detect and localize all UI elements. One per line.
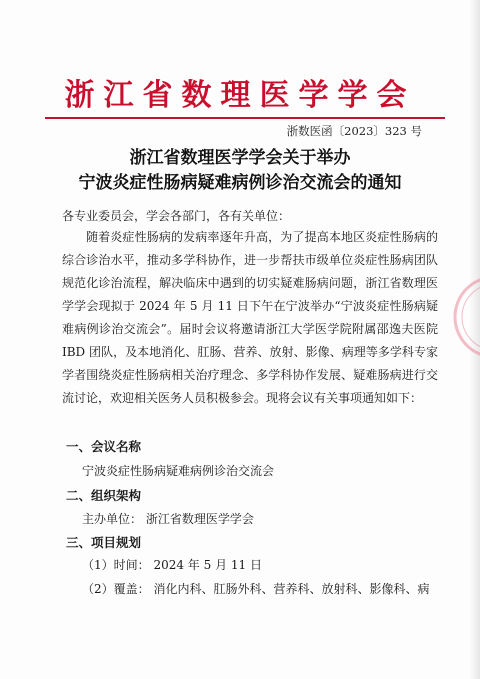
official-seal-stamp	[450, 272, 480, 362]
planning-coverage-line: （2）覆盖： 消化内科、肛肠外科、营养科、放射科、影像科、病	[82, 582, 430, 596]
letterhead-rule	[45, 117, 445, 119]
salutation: 各专业委员会，学会各部门，各有关单位：	[62, 209, 291, 223]
notice-title-line-1: 浙江省数理医学学会关于举办	[129, 148, 351, 168]
section-heading-meeting-name: 一、会议名称	[66, 439, 142, 454]
document-number: 浙数医函〔2023〕323 号	[286, 124, 422, 138]
letterhead-title: 浙江省数理医学学会	[64, 78, 416, 113]
organizer-line: 主办单位： 浙江省数理医学学会	[82, 512, 254, 526]
notice-title-line-2: 宁波炎症性肠病疑难病例诊治交流会的通知	[78, 173, 402, 193]
planning-time-line: （1）时间： 2024 年 5 月 11 日	[82, 558, 262, 572]
section-heading-organization: 二、组织架构	[66, 488, 142, 503]
section-heading-planning: 三、项目规划	[66, 535, 142, 550]
body-paragraph: 随着炎症性肠病的发病率逐年升高，为了提高本地区炎症性肠病的综合诊治水平，推动多学科协作，进一步帮扶市级单位炎症性肠病团队规范化诊治流程，解决临床中遇到的切实疑难肠病问题，浙江省数理医学学会现拟于 2024 年 5 月 11 日下午在宁波举办“宁波炎症性肠病疑难病例诊治交流会”。届时会议将邀请浙江大学医学院附属邵逸夫医院 IBD 团队，及本地消化、肛肠、营养、放射、影像、病理等多学科专家学者围绕炎症性肠病相关治疗理念、多学科协作发展、疑难肠病进行交流讨论，欢迎相关医务人员积极参会。现将会议有关事项通知如下：	[62, 230, 438, 405]
meeting-name-value: 宁波炎症性肠病疑难病例诊治交流会	[82, 464, 275, 478]
